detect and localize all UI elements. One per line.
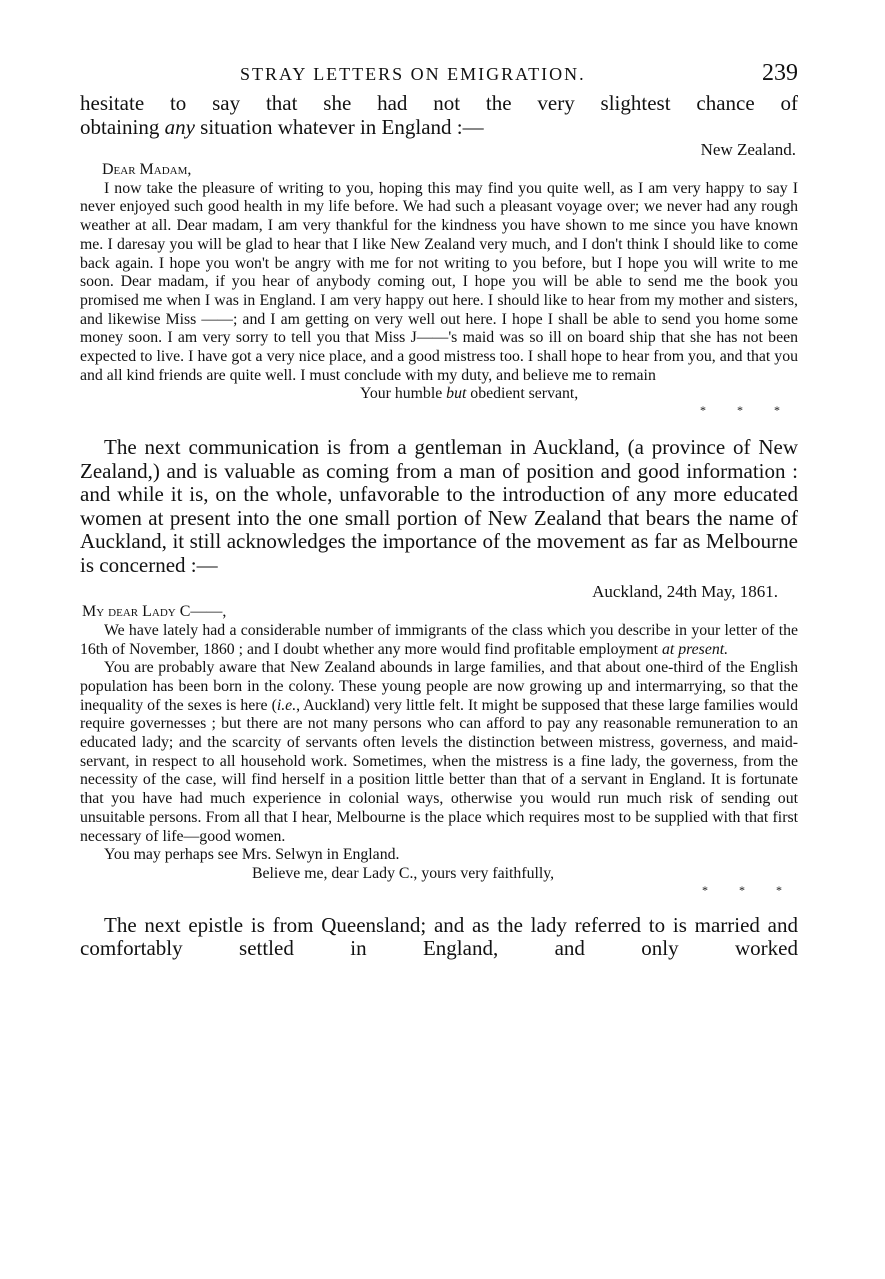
page-number: 239 — [762, 60, 798, 86]
letter1-place: New Zealand. — [700, 140, 796, 159]
letter2-salutation: My dear Lady C——, — [82, 603, 227, 621]
paragraph-auckland-intro: The next communication is from a gentleman in Auckland, (a province of New Zealand,) and is valuable as coming from a man of position and good information : and while it is, on the whole, unfavorable to the introduction of any more educated women at present into the one small portion of New Zealand that bears the name of Auckland, it still acknowledges the importance of the movement as far as Melbourne is concerned :— — [80, 435, 798, 577]
opening-line-1: hesitate to say that she had not the very slightest chance of — [80, 91, 798, 115]
page — [80, 58, 798, 961]
letter2-closing: Believe me, dear Lady C., yours very faithfully, — [252, 864, 555, 882]
letter1-salutation: Dear Madam, — [102, 161, 192, 178]
spacer — [80, 416, 798, 430]
paragraph-queensland: The next epistle is from Queensland; and as the lady referred to is married and comfortably settled in England, and only worked — [80, 912, 798, 961]
page-header — [80, 58, 798, 92]
letter1-stars: * * * — [700, 403, 794, 418]
letter1-body: I now take the pleasure of writing to you, hoping this may find you quite well, as I am very happy to say I never enjoyed such good health in my life before. We had such a pleasant voyage over; we never had any rough weather at all. Dear madam, I am very thankful for the kindness you have shown to me since you have known me. I daresay you will be glad to hear that I like New Zealand very much, and I don't think I should like to come back again. I hope you won't be angry with me for not writing to you before, but I hope you will write to me soon. Dear madam, if you hear of anybody coming out, I hope you will be able to send me the book you promised me when I was in England. I am very happy out here. I should like to hear from my mother and sisters, and likewise Miss ——; and I am getting on very well out here. I hope I shall be able to send you home some money soon. I am very sorry to tell you that Miss J——'s maid was so ill on board ship that she has not been expected to live. I have got a very nice place, and a good mistress too. I shall hope to hear from you, and that you and all kind friends are quite well. I must conclude with my duty, and believe me to remain — [80, 179, 798, 384]
letter2-paragraph-1: We have lately had a considerable number of immigrants of the class which you describe in your letter of the 16th of November, 1860 ; and I doubt whether any more would find profitable employment at present. — [80, 621, 798, 658]
letter2-stars: * * * — [702, 882, 796, 897]
letter2-place-date: Auckland, 24th May, 1861. — [592, 582, 778, 602]
spacer — [80, 896, 798, 910]
letter2-paragraph-2: You are probably aware that New Zealand abounds in large families, and that about one-third of the English population has been born in the colony. These young people are now growing up and intermarrying, so that the inequality of the sexes is here (i.e., Auckland) very little felt. It might be supposed that these large families would require governesses ; but there are not many persons who can afford to pay any reasonable remuneration to an educated lady; and the scarcity of servants often levels the distinction between mistress, governess, and maid-servant, in respect to all household work. Sometimes, when the mistress is a fine lady, the governess, from the necessity of the case, will find herself in a position little better than that of a servant in England. It is fortunate that you have had much experience in colonial ways, otherwise you would run much risk of sending out unsuitable persons. From all that I hear, Melbourne is the place which requires most to be supplied with that first necessary of life—good women. — [80, 659, 798, 845]
letter2-paragraph-3: You may perhaps see Mrs. Selwyn in England. — [104, 846, 400, 864]
letter1-closing: Your humble but obedient servant, — [360, 385, 579, 403]
opening-line-2: obtaining any situation whatever in England :— — [80, 114, 484, 139]
running-title: STRAY LETTERS ON EMIGRATION. — [240, 64, 586, 84]
